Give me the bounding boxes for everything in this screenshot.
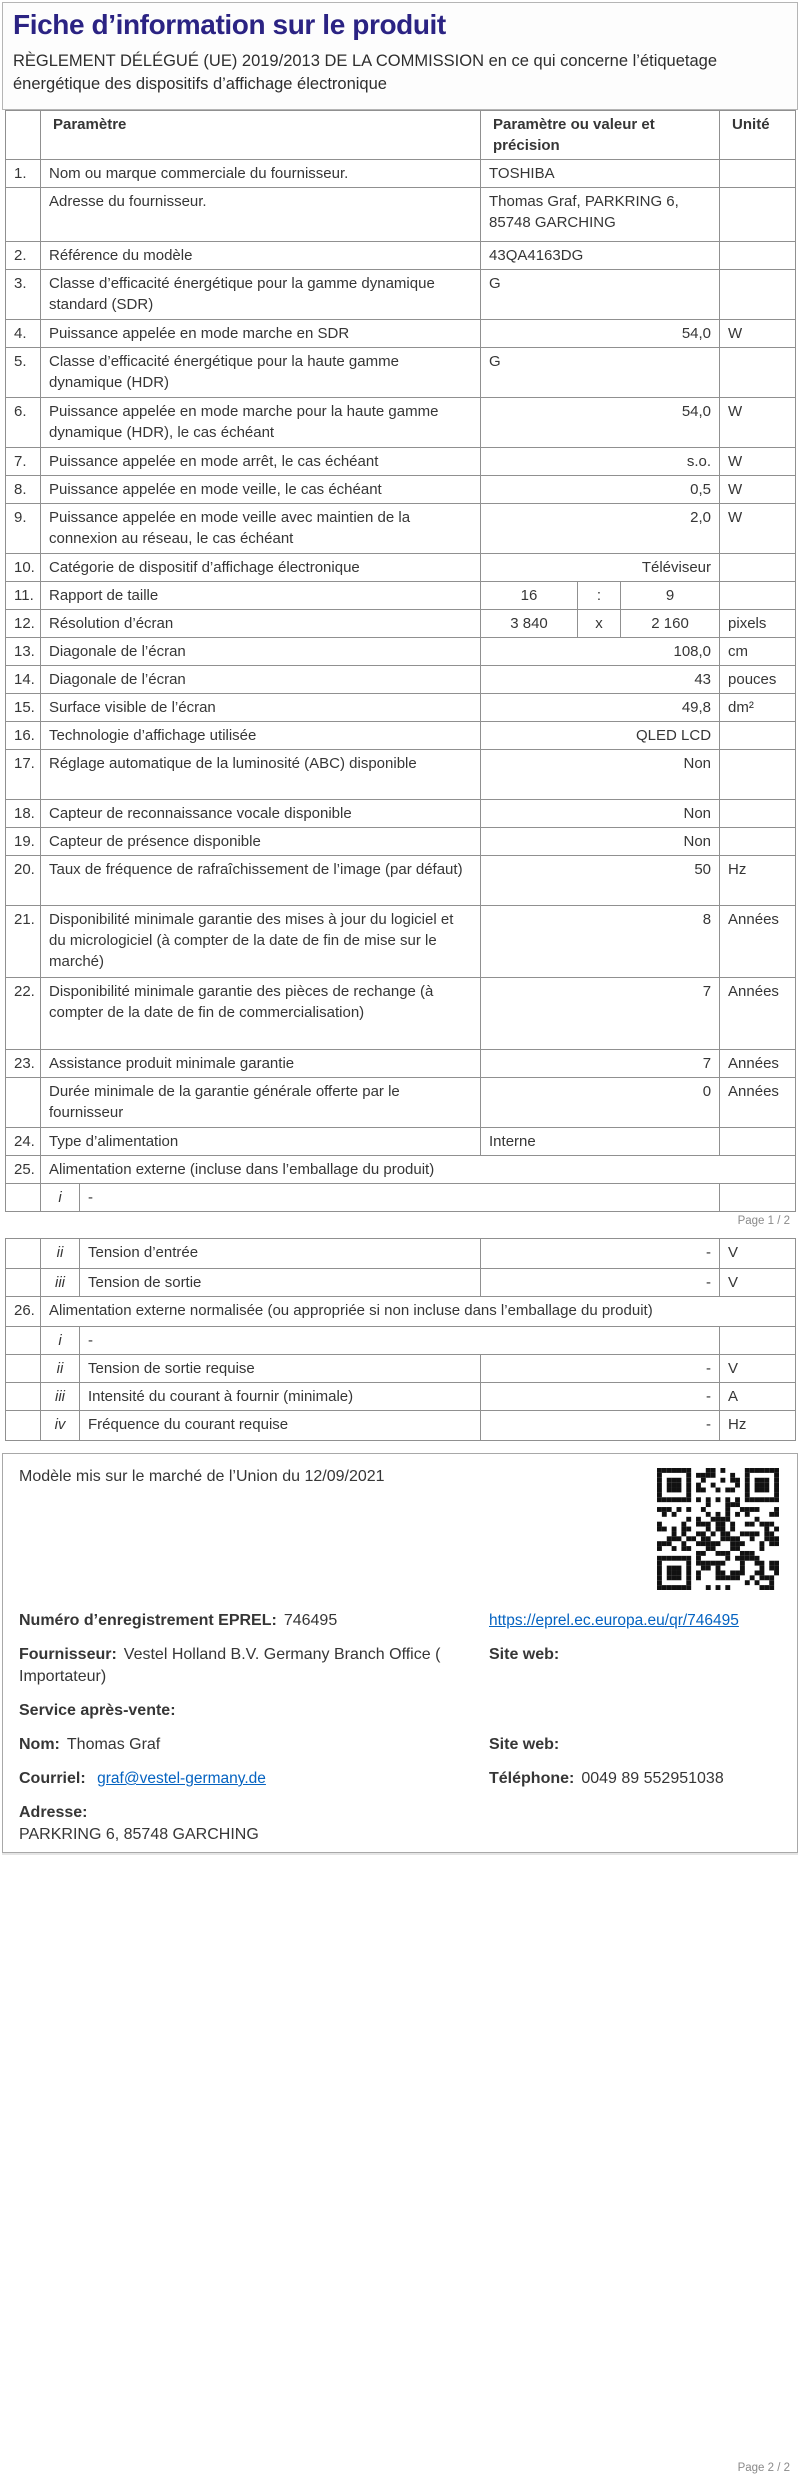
value-cell: - bbox=[481, 1239, 720, 1269]
param-cell: Disponibilité minimale garantie des pièces de rechange (à compter de la date de fin de commercialisation) bbox=[41, 978, 481, 1050]
page-1-label: Page 1 / 2 bbox=[737, 1215, 790, 1227]
unit-cell: Hz bbox=[720, 856, 796, 906]
table-row bbox=[6, 398, 796, 448]
parameters-table-page1 bbox=[5, 110, 796, 1212]
contact-name-row bbox=[19, 1734, 781, 1756]
unit-cell bbox=[720, 800, 796, 828]
document-header bbox=[2, 2, 798, 110]
table-row bbox=[6, 554, 796, 582]
table-row bbox=[6, 1184, 796, 1212]
value-cell: TOSHIBA bbox=[481, 160, 720, 188]
num-cell: 6. bbox=[6, 398, 41, 448]
num-cell: 5. bbox=[6, 348, 41, 398]
unit-cell: dm² bbox=[720, 694, 796, 722]
value-cell: G bbox=[481, 348, 720, 398]
name-value: Thomas Graf bbox=[66, 1736, 161, 1753]
value-cell: 108,0 bbox=[481, 638, 720, 666]
param-cell: Durée minimale de la garantie générale offerte par le fournisseur bbox=[41, 1078, 481, 1128]
unit-cell: A bbox=[720, 1383, 796, 1411]
email-link[interactable]: graf@vestel-germany.de bbox=[97, 1770, 266, 1787]
address-value: PARKRING 6, 85748 GARCHING bbox=[19, 1826, 259, 1843]
num-cell bbox=[6, 1383, 41, 1411]
param-cell: Résolution d’écran bbox=[41, 610, 481, 638]
num-cell bbox=[6, 1327, 41, 1355]
value-cell: - bbox=[481, 1269, 720, 1297]
unit-cell: pixels bbox=[720, 610, 796, 638]
site-web-label-2: Site web: bbox=[489, 1736, 560, 1753]
param-cell: Capteur de présence disponible bbox=[41, 828, 481, 856]
supplier-label: Fournisseur: bbox=[19, 1646, 117, 1663]
email-row bbox=[19, 1768, 781, 1790]
num-cell: 16. bbox=[6, 722, 41, 750]
param-cell: Technologie d’affichage utilisée bbox=[41, 722, 481, 750]
value-cell: Interne bbox=[481, 1128, 720, 1156]
num-cell: 17. bbox=[6, 750, 41, 800]
param-cell: Assistance produit minimale garantie bbox=[41, 1050, 481, 1078]
dash-cell: - bbox=[80, 1184, 720, 1212]
table-row bbox=[6, 1239, 796, 1269]
value-cell: 50 bbox=[481, 856, 720, 906]
unit-cell: W bbox=[720, 476, 796, 504]
span-text-cell: Alimentation externe (incluse dans l’emballage du produit) bbox=[41, 1156, 796, 1184]
market-date-line: Modèle mis sur le marché de l’Union du 12/09/2021 bbox=[19, 1468, 385, 1485]
param-cell: Rapport de taille bbox=[41, 582, 481, 610]
unit-cell: V bbox=[720, 1239, 796, 1269]
num-cell: 26. bbox=[6, 1297, 41, 1327]
unit-cell: Hz bbox=[720, 1411, 796, 1441]
param-cell: Capteur de reconnaissance vocale disponible bbox=[41, 800, 481, 828]
table-header-row bbox=[6, 111, 796, 160]
param-cell: Classe d’efficacité énergétique pour la gamme dynamique standard (SDR) bbox=[41, 270, 481, 320]
param-cell: Classe d’efficacité énergétique pour la haute gamme dynamique (HDR) bbox=[41, 348, 481, 398]
after-sales-label: Service après-vente: bbox=[19, 1702, 176, 1719]
num-cell: 10. bbox=[6, 554, 41, 582]
param-cell: Diagonale de l’écran bbox=[41, 638, 481, 666]
value-cell: Non bbox=[481, 828, 720, 856]
value-cell: - bbox=[481, 1383, 720, 1411]
page-2-label: Page 2 / 2 bbox=[737, 2462, 790, 2474]
after-sales-row bbox=[19, 1700, 781, 1722]
table-row bbox=[6, 828, 796, 856]
table2-body bbox=[6, 1239, 796, 1441]
num-cell: 24. bbox=[6, 1128, 41, 1156]
header-unit: Unité bbox=[720, 111, 796, 160]
eprel-link[interactable]: https://eprel.ec.europa.eu/qr/746495 bbox=[489, 1612, 739, 1629]
table-row bbox=[6, 188, 796, 242]
num-cell bbox=[6, 1184, 41, 1212]
table-row bbox=[6, 750, 796, 800]
site-web-label: Site web: bbox=[489, 1646, 560, 1663]
roman-cell: i bbox=[41, 1327, 80, 1355]
num-cell: 11. bbox=[6, 582, 41, 610]
num-cell: 3. bbox=[6, 270, 41, 320]
name-label: Nom: bbox=[19, 1736, 60, 1753]
table-row bbox=[6, 800, 796, 828]
param-cell: Puissance appelée en mode marche pour la haute gamme dynamique (HDR), le cas échéant bbox=[41, 398, 481, 448]
phone-value: 0049 89 552951038 bbox=[581, 1770, 724, 1787]
num-cell: 7. bbox=[6, 448, 41, 476]
param-cell: Taux de fréquence de rafraîchissement de l’image (par défaut) bbox=[41, 856, 481, 906]
value-cell: QLED LCD bbox=[481, 722, 720, 750]
param-cell: Catégorie de dispositif d’affichage électronique bbox=[41, 554, 481, 582]
table-row bbox=[6, 348, 796, 398]
header-num-cell bbox=[6, 111, 41, 160]
table-row bbox=[6, 694, 796, 722]
header-value: Paramètre ou valeur et précision bbox=[481, 111, 720, 160]
unit-cell: cm bbox=[720, 638, 796, 666]
num-cell bbox=[6, 1355, 41, 1383]
eprel-label: Numéro d’enregistrement EPREL: bbox=[19, 1612, 277, 1629]
value-cell: 43QA4163DG bbox=[481, 242, 720, 270]
value-cell: Non bbox=[481, 800, 720, 828]
vc-cell: 16 bbox=[481, 582, 578, 610]
phone-label: Téléphone: bbox=[489, 1770, 575, 1787]
table-row bbox=[6, 1383, 796, 1411]
supplier-info-box bbox=[2, 1453, 798, 1853]
table-row bbox=[6, 476, 796, 504]
num-cell: 12. bbox=[6, 610, 41, 638]
vc-cell: 3 840 bbox=[481, 610, 578, 638]
table-row bbox=[6, 1355, 796, 1383]
roman-cell: iii bbox=[41, 1269, 80, 1297]
table-row bbox=[6, 320, 796, 348]
unit-cell: Années bbox=[720, 1078, 796, 1128]
num-cell: 8. bbox=[6, 476, 41, 504]
unit-cell: Années bbox=[720, 978, 796, 1050]
value-cell: G bbox=[481, 270, 720, 320]
num-cell bbox=[6, 1078, 41, 1128]
unit-cell bbox=[720, 348, 796, 398]
num-cell bbox=[6, 1239, 41, 1269]
span-text-cell: Alimentation externe normalisée (ou appropriée si non incluse dans l’emballage du produit) bbox=[41, 1297, 796, 1327]
table-row bbox=[6, 1156, 796, 1184]
unit-cell bbox=[720, 160, 796, 188]
unit-cell bbox=[720, 554, 796, 582]
value-cell: 49,8 bbox=[481, 694, 720, 722]
eprel-row bbox=[19, 1610, 781, 1632]
unit-cell: V bbox=[720, 1269, 796, 1297]
table-row bbox=[6, 722, 796, 750]
address-row bbox=[19, 1802, 781, 1846]
value-cell: 7 bbox=[481, 978, 720, 1050]
value-cell: Thomas Graf, PARKRING 6, 85748 GARCHING bbox=[481, 188, 720, 242]
unit-cell bbox=[720, 1327, 796, 1355]
unit-cell: Années bbox=[720, 906, 796, 978]
unit-cell: W bbox=[720, 398, 796, 448]
param-cell: Tension d’entrée bbox=[80, 1239, 481, 1269]
supplier-row bbox=[19, 1644, 781, 1688]
num-cell: 14. bbox=[6, 666, 41, 694]
param-cell: Adresse du fournisseur. bbox=[41, 188, 481, 242]
value-cell: - bbox=[481, 1355, 720, 1383]
table-row bbox=[6, 448, 796, 476]
value-cell: 2,0 bbox=[481, 504, 720, 554]
unit-cell bbox=[720, 582, 796, 610]
param-cell: Puissance appelée en mode veille avec maintien de la connexion au réseau, le cas échéant bbox=[41, 504, 481, 554]
num-cell: 19. bbox=[6, 828, 41, 856]
num-cell: 25. bbox=[6, 1156, 41, 1184]
roman-cell: ii bbox=[41, 1355, 80, 1383]
unit-cell bbox=[720, 750, 796, 800]
param-cell: Puissance appelée en mode veille, le cas échéant bbox=[41, 476, 481, 504]
num-cell: 9. bbox=[6, 504, 41, 554]
num-cell bbox=[6, 188, 41, 242]
unit-cell bbox=[720, 1184, 796, 1212]
table-row bbox=[6, 160, 796, 188]
table-row bbox=[6, 1050, 796, 1078]
value-cell: 7 bbox=[481, 1050, 720, 1078]
table-row bbox=[6, 270, 796, 320]
table-row bbox=[6, 1269, 796, 1297]
value-cell: - bbox=[481, 1411, 720, 1441]
unit-cell bbox=[720, 1128, 796, 1156]
roman-cell: i bbox=[41, 1184, 80, 1212]
value-cell: 54,0 bbox=[481, 320, 720, 348]
param-cell: Nom ou marque commerciale du fournisseur. bbox=[41, 160, 481, 188]
table1-body bbox=[6, 160, 796, 1212]
supplier-value: Vestel Holland B.V. Germany Branch Office ( Importateur) bbox=[19, 1646, 441, 1685]
table-row bbox=[6, 978, 796, 1050]
param-cell: Puissance appelée en mode arrêt, le cas échéant bbox=[41, 448, 481, 476]
num-cell: 22. bbox=[6, 978, 41, 1050]
unit-cell: W bbox=[720, 504, 796, 554]
value-cell: 54,0 bbox=[481, 398, 720, 448]
param-cell: Puissance appelée en mode marche en SDR bbox=[41, 320, 481, 348]
unit-cell bbox=[720, 242, 796, 270]
num-cell: 13. bbox=[6, 638, 41, 666]
parameters-table-page2 bbox=[5, 1238, 796, 1441]
value-cell: Non bbox=[481, 750, 720, 800]
dash-cell: - bbox=[80, 1327, 720, 1355]
table-row bbox=[6, 666, 796, 694]
vc-cell: : bbox=[578, 582, 621, 610]
unit-cell bbox=[720, 270, 796, 320]
unit-cell bbox=[720, 828, 796, 856]
email-label: Courriel: bbox=[19, 1770, 86, 1787]
table-row bbox=[6, 906, 796, 978]
table-row bbox=[6, 1078, 796, 1128]
vc-cell: 9 bbox=[621, 582, 720, 610]
num-cell: 4. bbox=[6, 320, 41, 348]
num-cell: 18. bbox=[6, 800, 41, 828]
page-title: Fiche d’information sur le produit bbox=[13, 9, 446, 40]
param-cell: Tension de sortie requise bbox=[80, 1355, 481, 1383]
unit-cell: W bbox=[720, 320, 796, 348]
qr-code-icon bbox=[657, 1468, 779, 1590]
vc-cell: 2 160 bbox=[621, 610, 720, 638]
unit-cell: W bbox=[720, 448, 796, 476]
num-cell bbox=[6, 1411, 41, 1441]
num-cell: 15. bbox=[6, 694, 41, 722]
num-cell bbox=[6, 1269, 41, 1297]
header-parameter: Paramètre bbox=[41, 111, 481, 160]
param-cell: Tension de sortie bbox=[80, 1269, 481, 1297]
param-cell: Type d’alimentation bbox=[41, 1128, 481, 1156]
table-row bbox=[6, 242, 796, 270]
value-cell: 43 bbox=[481, 666, 720, 694]
table-row bbox=[6, 610, 796, 638]
page-subtitle: RÈGLEMENT DÉLÉGUÉ (UE) 2019/2013 DE LA COMMISSION en ce qui concerne l’étiquetage énergétique des dispositifs d’affichage électronique bbox=[13, 52, 718, 93]
table-row bbox=[6, 504, 796, 554]
unit-cell: Années bbox=[720, 1050, 796, 1078]
param-cell: Réglage automatique de la luminosité (ABC) disponible bbox=[41, 750, 481, 800]
unit-cell bbox=[720, 188, 796, 242]
table-row bbox=[6, 1327, 796, 1355]
num-cell: 21. bbox=[6, 906, 41, 978]
table-row bbox=[6, 1128, 796, 1156]
num-cell: 23. bbox=[6, 1050, 41, 1078]
value-cell: Téléviseur bbox=[481, 554, 720, 582]
table-row bbox=[6, 856, 796, 906]
roman-cell: iii bbox=[41, 1383, 80, 1411]
vc-cell: x bbox=[578, 610, 621, 638]
param-cell: Disponibilité minimale garantie des mises à jour du logiciel et du micrologiciel (à compter de la date de fin de mise sur le marché) bbox=[41, 906, 481, 978]
param-cell: Intensité du courant à fournir (minimale) bbox=[80, 1383, 481, 1411]
param-cell: Référence du modèle bbox=[41, 242, 481, 270]
value-cell: s.o. bbox=[481, 448, 720, 476]
num-cell: 2. bbox=[6, 242, 41, 270]
table-row bbox=[6, 1297, 796, 1327]
param-cell: Diagonale de l’écran bbox=[41, 666, 481, 694]
num-cell: 1. bbox=[6, 160, 41, 188]
param-cell: Fréquence du courant requise bbox=[80, 1411, 481, 1441]
value-cell: 0,5 bbox=[481, 476, 720, 504]
unit-cell: pouces bbox=[720, 666, 796, 694]
value-cell: 0 bbox=[481, 1078, 720, 1128]
address-label: Adresse: bbox=[19, 1804, 88, 1821]
roman-cell: ii bbox=[41, 1239, 80, 1269]
unit-cell: V bbox=[720, 1355, 796, 1383]
table-row bbox=[6, 638, 796, 666]
num-cell: 20. bbox=[6, 856, 41, 906]
eprel-value: 746495 bbox=[283, 1612, 338, 1629]
unit-cell bbox=[720, 722, 796, 750]
table-row bbox=[6, 1411, 796, 1441]
roman-cell: iv bbox=[41, 1411, 80, 1441]
value-cell: 8 bbox=[481, 906, 720, 978]
table-row bbox=[6, 582, 796, 610]
param-cell: Surface visible de l’écran bbox=[41, 694, 481, 722]
